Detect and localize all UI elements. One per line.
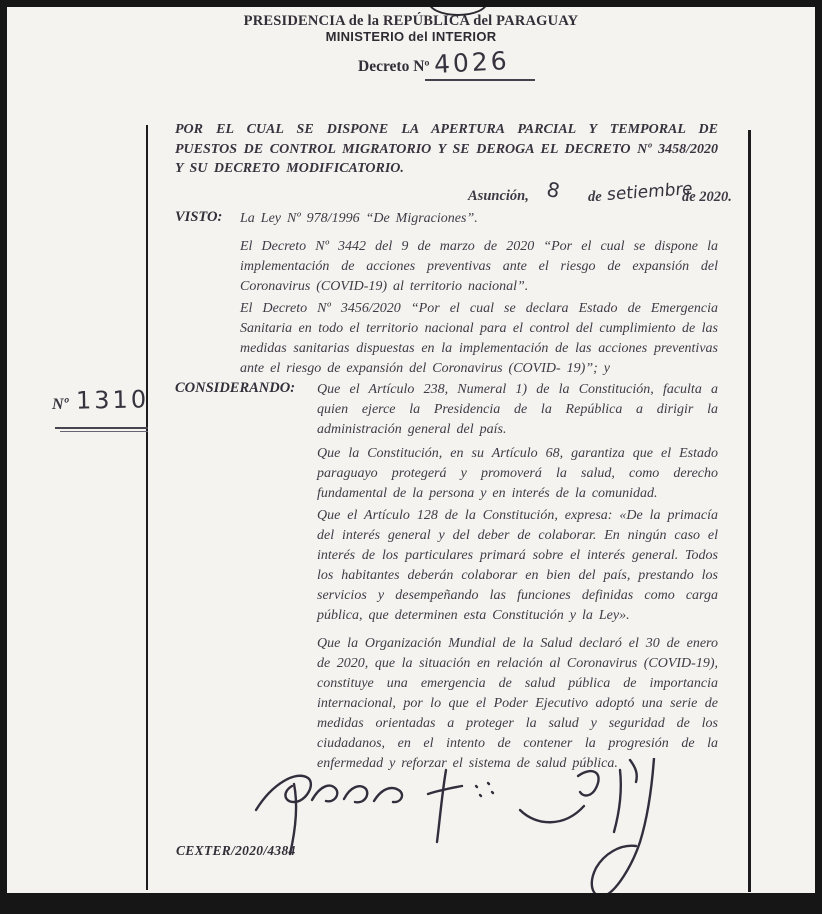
registry-number-underline [60,431,148,432]
file-reference-code: CEXTER/2020/4384 [176,843,296,858]
dateline-city: Asunción, [468,188,529,204]
visto-label: VISTO: [175,209,223,225]
visto-paragraph: El Decreto Nº 3456/2020 “Por el cual se declara Estado de Emergencia Sanitaria en todo el territorio nacional para el control del cumplimiento de las medidas sanitarias dispuestas en la implementación de las acciones preventivas ante el riesgo de expansión del Coronavirus (COVID- 19)”; y [240,301,718,376]
considerando-label: CONSIDERANDO: [175,380,296,396]
considerando-paragraph: Que el Artículo 238, Numeral 1) de la Constitución, faculta a quien ejerce la Presidencia de la República a dirigir la administración general del país. [317,382,718,437]
scan-border-top [0,0,822,7]
visto-paragraph: El Decreto Nº 3442 del 9 de marzo de 2020 “Por el cual se dispone la implementación de acciones preventivas ante el riesgo de expansión del Coronavirus (COVID-19) al territorio nacional”. [240,239,718,294]
decree-number-label: Decreto Nº [358,58,430,75]
registry-number-underline [55,427,148,429]
document-registry-number [52,385,150,415]
signature-ink-left [250,762,500,862]
dateline-year: de 2020. [682,189,732,205]
dateline-day-handwritten: 8 [544,176,563,204]
considerando-paragraph: Que la Organización Mundial de la Salud declaró el 30 de enero de 2020, que la situación en relación al Coronavirus (COVID-19), constituye una emergencia de salud pública de importancia internacional, por lo que el Poder Ejecutivo adoptó una serie de medidas orientadas a proteger la salud y seguridad de los ciudadanos, en el intento de contener la progresión de la enfermedad y reforzar el sistema de salud pública. [317,636,718,771]
visto-paragraph: La Ley Nº 978/1996 “De Migraciones”. [240,211,478,226]
registry-number-handwritten: 1310 [75,385,150,415]
presidency-header: PRESIDENCIA de la REPÚBLICA del PARAGUAY [243,13,579,29]
right-page-rule [748,130,751,892]
registry-number-label: Nº [52,396,69,413]
considerando-paragraph: Que el Artículo 128 de la Constitución, expresa: «De la primacía del interés general y del deber de colaborar. En ningún caso el interés de los particulares primará sobre el interés general. Todos los habitantes deberán colaborar en bien del país, prestando los servicios y desempeñando las funciones definidas como carga pública, que determinen esta Constitución y la Ley». [317,508,718,623]
signature-ink-right [512,758,682,908]
scan-border-left [0,0,7,914]
ministry-header: MINISTERIO del INTERIOR [325,29,497,44]
decree-title: POR EL CUAL SE DISPONE LA APERTURA PARCIAL Y TEMPORAL DE PUESTOS DE CONTROL MIGRATORIO Y SE DEROGA EL DECRETO Nº 3458/2020 Y SU DECRETO MODIFICATORIO. [175,122,718,176]
decree-number-underline [425,79,535,81]
considerando-paragraph: Que la Constitución, en su Artículo 68, garantiza que el Estado paraguayo protegerá y promoverá la salud, como derecho fundamental de la persona y en interés de la comunidad. [317,446,718,501]
dateline-month-handwritten: setiembre [606,178,694,206]
left-page-rule [146,125,148,890]
dateline-de: de [588,189,602,205]
decree-number-handwritten: 4026 [433,46,511,79]
scan-border-right [815,0,822,914]
scan-border-bottom [0,893,822,914]
